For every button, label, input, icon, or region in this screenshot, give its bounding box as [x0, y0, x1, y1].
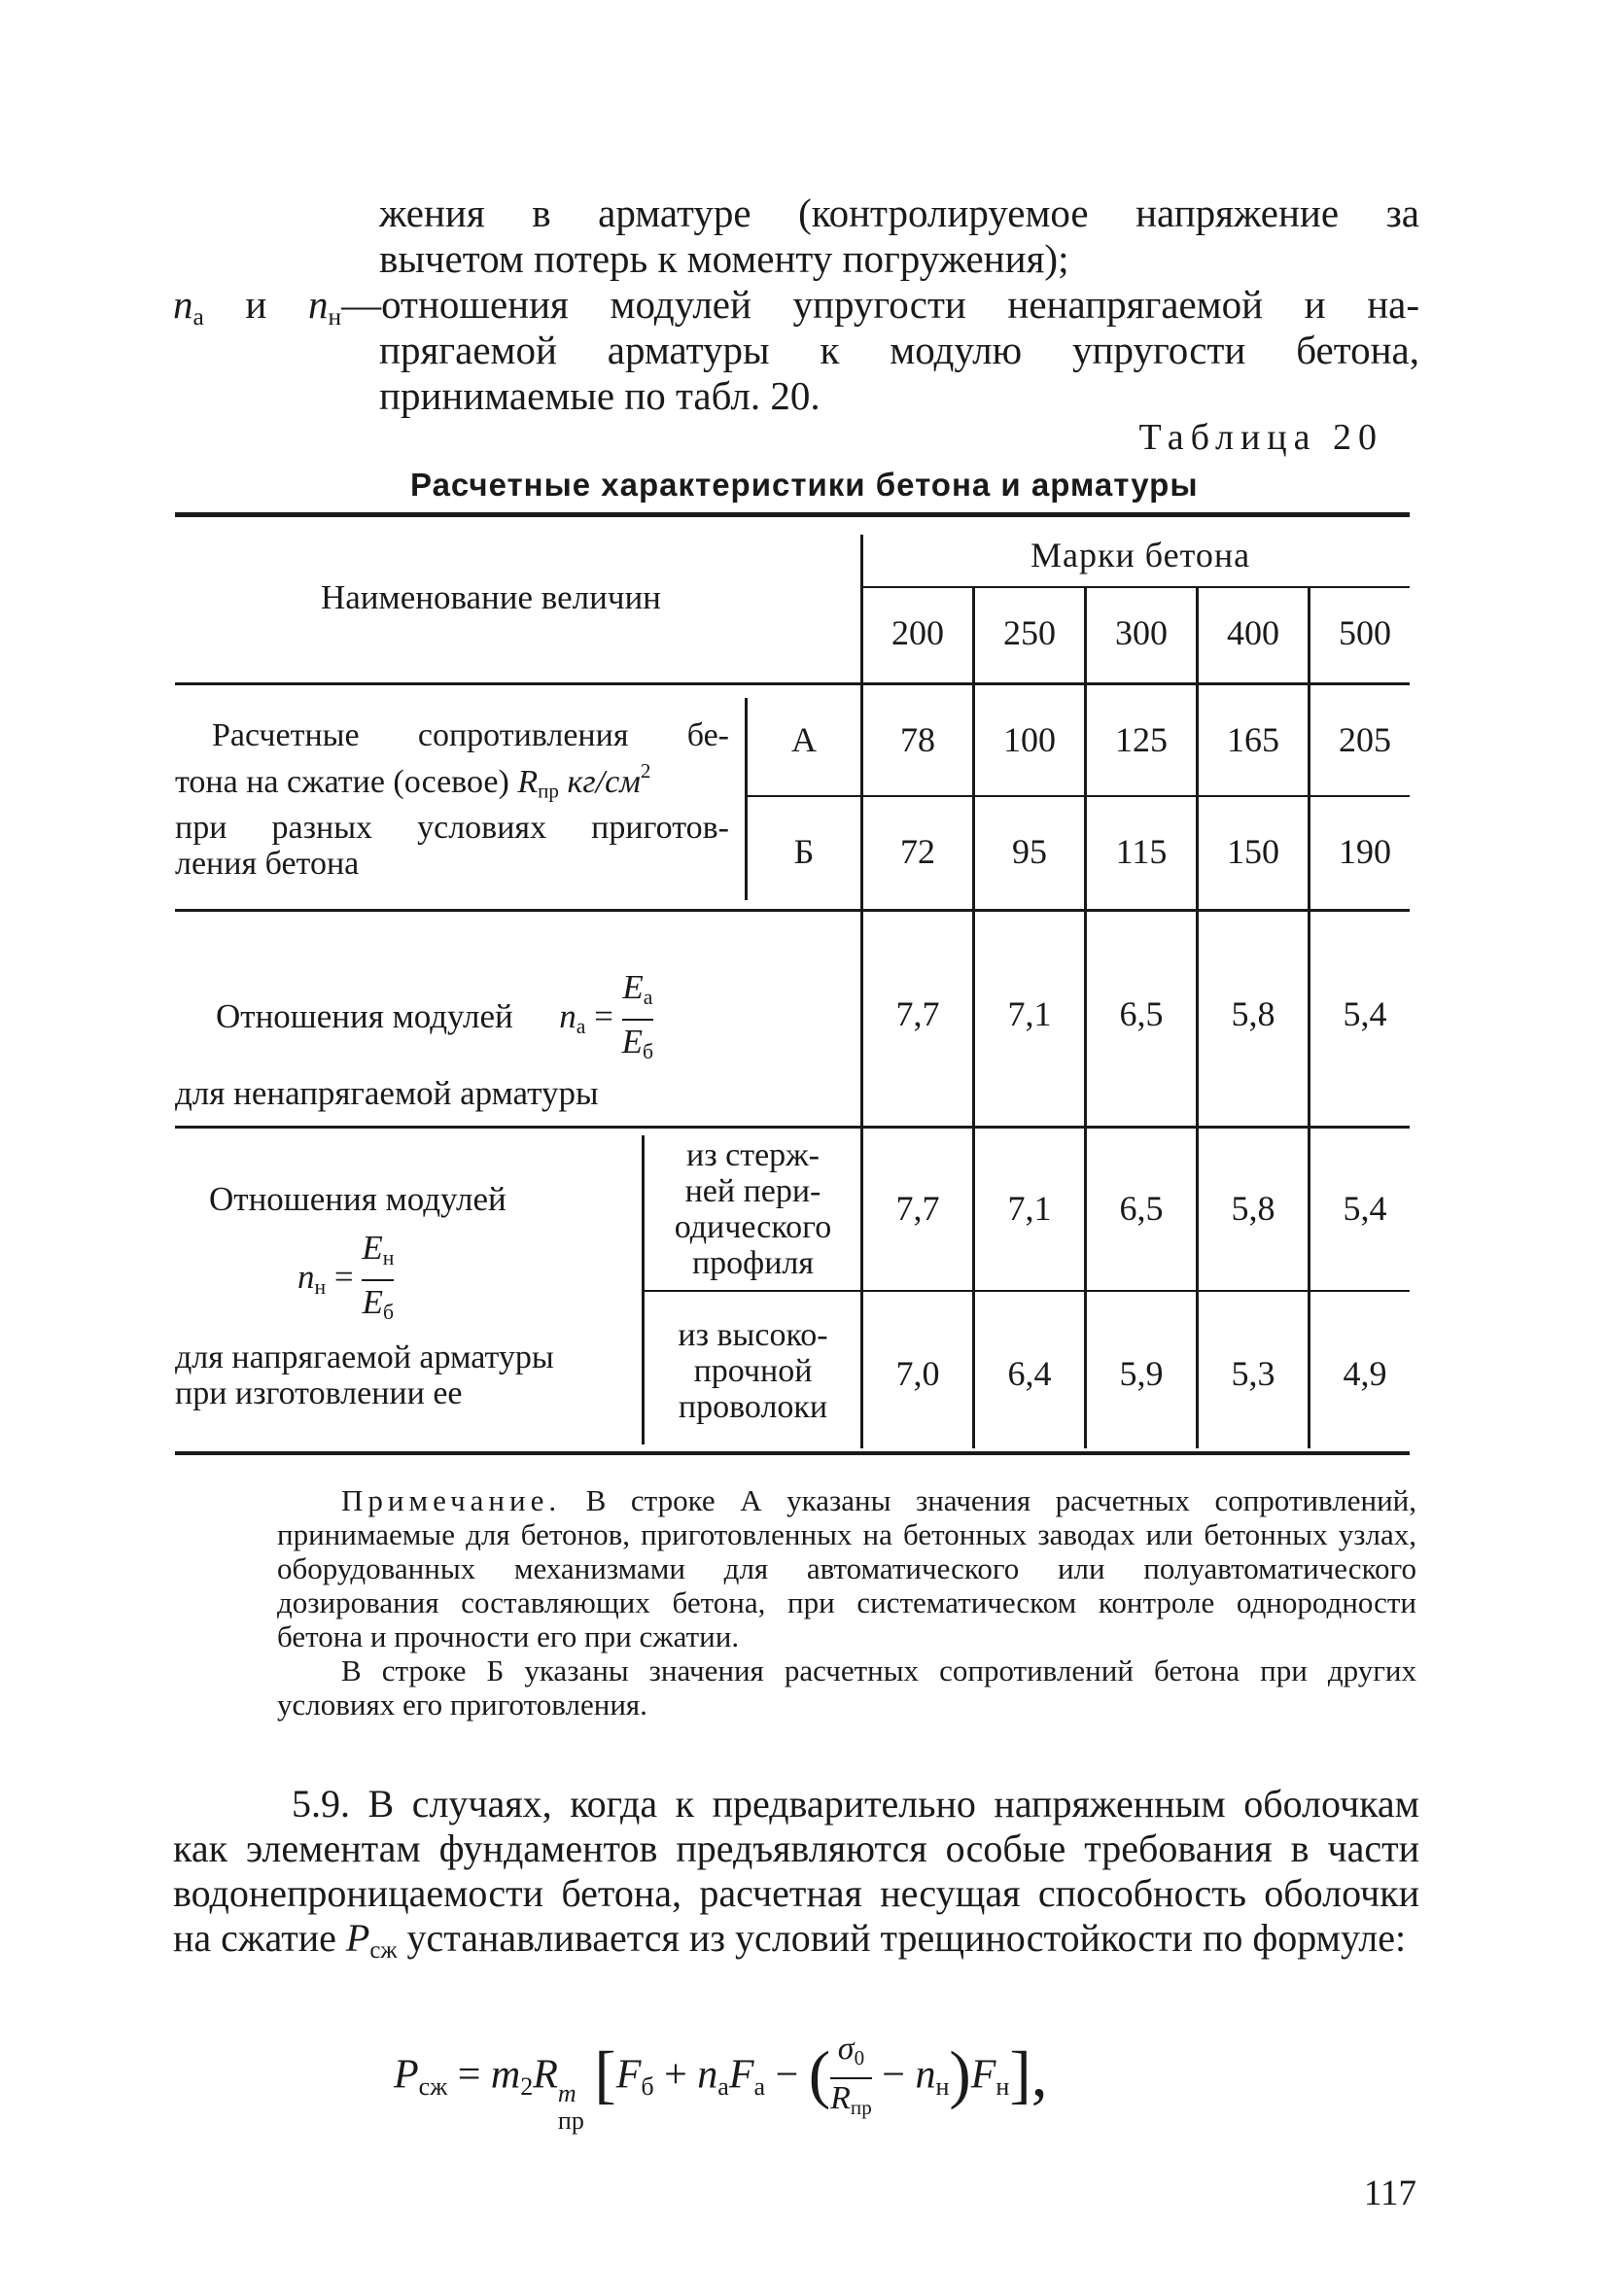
intro-line-2: вычетом потерь к моменту погружения); [379, 236, 1069, 281]
intro-line-1: жения в арматуре (контролируемое напряжение за [379, 191, 1419, 235]
row3-2-400: 5,3 [1231, 1354, 1275, 1393]
header-grades: Марки бетона [1031, 536, 1251, 574]
row2-label: Отношения модулей nа = $\frac{Eа}{Eб}$ [216, 966, 653, 1073]
grade-200: 200 [891, 613, 944, 652]
rule-header [175, 682, 1410, 685]
row2-200: 7,7 [895, 994, 940, 1033]
note-text-2: В строке Б указаны значения расчетных сопротивлений бетона при других условиях его приготовления. [277, 1653, 1416, 1722]
symbol-n-a: n [559, 997, 576, 1036]
table-note [277, 1483, 1416, 1722]
row1-a-500: 205 [1339, 720, 1391, 759]
symbol-n-a: n [173, 282, 193, 327]
table-title: Расчетные характеристики бетона и арматуры [410, 467, 1199, 503]
rule-grades [863, 586, 1410, 588]
row1-b-200: 72 [900, 832, 935, 871]
row3-1-300: 6,5 [1119, 1189, 1164, 1228]
row1-b-500: 190 [1339, 832, 1391, 871]
row1-a-300: 125 [1115, 720, 1168, 759]
rule-row1 [175, 909, 1410, 912]
row3-2-300: 5,9 [1119, 1354, 1164, 1393]
row2-500: 5,4 [1343, 994, 1387, 1033]
row2-label-2: для ненапрягаемой арматуры [175, 1074, 599, 1112]
row1-a-250: 100 [1003, 720, 1056, 759]
fraction-sigma-r: $\frac{\sigma 0}{\text{Rпр}}$ [830, 2030, 872, 2127]
row3-1-250: 7,1 [1007, 1189, 1052, 1228]
row3-2-500: 4,9 [1343, 1354, 1387, 1393]
table-number: Таблица 20 [1138, 417, 1383, 458]
row3-2-200: 7,0 [895, 1354, 940, 1393]
page-number: 117 [1363, 2174, 1416, 2213]
note-label: Примечание. [341, 1483, 562, 1517]
row1-label: Расчетные сопротивления бе- тона на сжатие (осевое) $R_{пр}$ $кг/см^2$ при разных условиях приготов- ления бетона [175, 717, 729, 882]
row2-300: 6,5 [1119, 994, 1164, 1033]
rule-sub [644, 1290, 1410, 1292]
row1-b-250: 95 [1012, 832, 1047, 871]
row1-sub-a: А [791, 720, 817, 759]
row3-1-500: 5,4 [1343, 1189, 1387, 1228]
row3-1-400: 5,8 [1231, 1189, 1275, 1228]
row2-400: 5,8 [1231, 994, 1275, 1033]
row1-a-200: 78 [900, 720, 935, 759]
compression-formula: $P_{сж} = m_2R$ m пр [$F_б + n_аF_а - (\frac{\sigma 0}{\text{Rпр}}$ − $n_н)F_н$], [394, 2031, 1048, 2135]
row3-formula: nн = $\frac{Eн}{Eб}$ [297, 1227, 394, 1334]
paragraph-5-9: 5.9. В случаях, когда к предварительно напряженным оболочкам как элементам фундаментов предъявляются особые требования в части водонепроницаемости бетона, расчетная несущая способность оболочки на сжатие $P_{сж}$ устанавливается из условий трещиностойкости по формуле: [173, 1782, 1419, 1964]
row2-250: 7,1 [1007, 994, 1052, 1033]
row3-1-200: 7,7 [895, 1189, 940, 1228]
definition-line-4: прягаемой арматуры к модулю упругости бетона, [379, 328, 1419, 372]
rule-top [175, 512, 1410, 517]
note-text-1: В строке А указаны значения расчетных сопротивлений, принимаемые для бетонов, приготовленных на бетонных заводах или бетонных узлах, оборудованных механизмами для автоматического или полуавтоматического дозирования составляющих бетона, при систематическом контроле однородности бетона и прочности его при сжатии. [277, 1483, 1416, 1653]
rule-bottom [175, 1451, 1410, 1455]
grade-250: 250 [1003, 613, 1056, 652]
fraction-en-eb: $\frac{Eн}{Eб}$ [362, 1227, 394, 1334]
row1-b-300: 115 [1115, 832, 1168, 871]
grade-500: 500 [1339, 613, 1391, 652]
row1-sub-b: Б [793, 832, 815, 871]
row3-label-1: Отношения модулей [209, 1180, 507, 1218]
grade-400: 400 [1227, 613, 1279, 652]
row3-2-250: 6,4 [1007, 1354, 1052, 1393]
header-name: Наименование величин [321, 578, 661, 616]
row3-sub-1: из стерж- ней пери- одического профиля [674, 1137, 832, 1281]
fraction-ea-eb: $\frac{Eа}{Eб}$ [622, 966, 653, 1073]
symbol-n-n: n [307, 282, 329, 327]
rule-row2 [175, 1126, 1410, 1129]
definition-line-5: принимаемые по табл. 20. [379, 373, 821, 418]
row3-label-2: для напрягаемой арматуры при изготовлении ее [175, 1339, 554, 1411]
definition: $n_а$ и $n_н—отношения$ модулей упругости ненапрягаемой и на- [173, 282, 1419, 331]
grade-300: 300 [1115, 613, 1168, 652]
intro-text [379, 191, 1419, 282]
row3-sub-2: из высоко- прочной проволоки [678, 1317, 828, 1425]
row1-b-400: 150 [1227, 832, 1279, 871]
row1-a-400: 165 [1227, 720, 1279, 759]
